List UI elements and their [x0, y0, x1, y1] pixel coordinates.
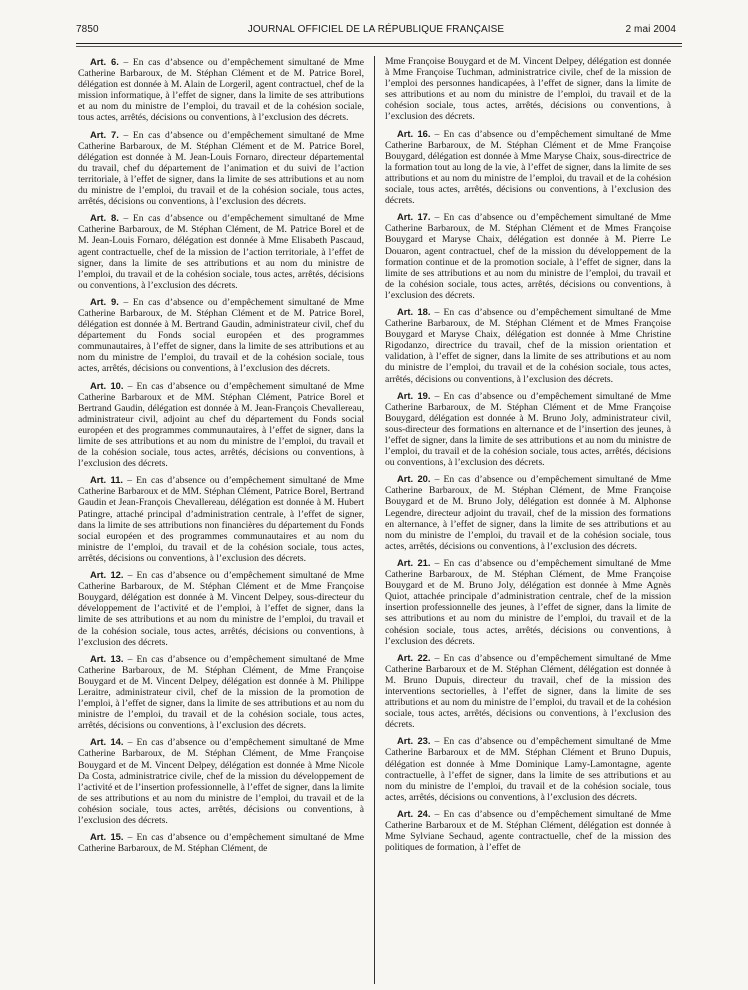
article-label: Art. 15.	[90, 831, 124, 843]
article-text: – En cas d’absence ou d’empêchement simultané de Mme Catherine Barbaroux, de M. Stéphan Clément et de Mmes Françoise Bouygard et Maryse Chaix, délégation est donnée à Mme Christine Rigodanzo, directrice du travail, chef de la mission orientation et validation, à l’effet de signer, dans la limite de ses attributions et au nom du ministre de l’emploi, du travail et de la cohésion sociale, tous actes, arrêtés, décisions ou conventions, à l’exclusion des décrets.	[385, 306, 671, 385]
article-text: – En cas d’absence ou d’empêchement simultané de Mme Catherine Barbaroux, de M. Stéphan Clément, de	[78, 832, 364, 855]
article-label: Art. 8.	[90, 212, 119, 224]
article-paragraph	[385, 211, 671, 301]
article-label: Art. 22.	[397, 651, 431, 663]
column-divider	[374, 56, 375, 984]
article-text: – En cas d’absence ou d’empêchement simultané de Mme Catherine Barbaroux, de M. Stéphan Clément et de M. Patrice Borel, délégation est donnée à M. Bertrand Gaudin, administrateur civil, chef du département du Fonds social européen et des programmes communautaires, à l’effet de signer, dans la limite de ses attributions et au nom du ministre de l’emploi, du travail et de la cohésion sociale, tous actes, arrêtés, décisions ou conventions, à l’exclusion des décrets.	[78, 296, 364, 375]
article-label: Art. 24.	[397, 807, 431, 819]
article-paragraph	[78, 653, 364, 732]
article-text: – En cas d’absence ou d’empêchement simultané de Mme Catherine Barbaroux, de M. Stéphan Clément, de Mme Françoise Bouygard et de M. Vincent Delpey, délégation est donnée à M. Philippe Leraitre, administrateur civil, chef de la mission de la promotion de l’emploi, à l’effet de signer, dans la limite de ses attributions et au nom du ministre de l’emploi, du travail et de la cohésion sociale, tous actes, arrêtés, décisions ou conventions, à l’exclusion des décrets.	[78, 653, 364, 732]
continuation-paragraph: Mme Françoise Bouygard et de M. Vincent Delpey, délégation est donnée à Mme Françoise Tuchman, administratrice civile, chef de la mission de l’emploi des personnes handicapées, à l’effet de signer, dans la limite de ses attributions et au nom du ministre de l’emploi, du travail et de la cohésion sociale, tous actes, arrêtés, décisions ou conventions, à l’exclusion des décrets.	[385, 56, 671, 123]
article-text: – En cas d’absence ou d’empêchement simultané de Mme Catherine Barbaroux et de MM. Stéphan Clément, Patrice Borel, Bertrand Gaudin et Jean-François Chevallereau, délégation est donnée à M. Hubert Patingre, attaché principal d’administration centrale, à l’effet de signer, dans la limite de ses attributions non financières du département du Fonds social européen et des programmes communautaires et au nom du ministre de l’emploi, du travail et de la cohésion sociale, tous actes, arrêtés, décisions ou conventions, à l’exclusion des décrets.	[78, 475, 364, 564]
article-label: Art. 6.	[90, 56, 119, 67]
article-paragraph	[78, 569, 364, 648]
article-label: Art. 14.	[90, 736, 124, 748]
article-text: – En cas d’absence ou d’empêchement simultané de Mme Catherine Barbaroux et de M. Stéphan Clément, délégation est donnée à M. Bruno Dupuis, directeur du travail, chef de la mission des interventions sectorielles, à l’effet de signer, dans la limite de ses attributions et au nom du ministre de l’emploi, du travail et de la cohésion sociale, tous actes, arrêtés, décisions ou conventions, à l’exclusion des décrets.	[385, 652, 671, 731]
article-text: – En cas d’absence ou d’empêchement simultané de Mme Catherine Barbaroux, de M. Stéphan Clément et de Mmes Françoise Bouygard et Maryse Chaix, délégation est donnée à M. Pierre Le Douaron, agent contractuel, chef de la mission du développement de la formation continue et de la promotion sociale, à l’effet de signer, dans la limite de ses attributions et au nom du ministre de l’emploi, du travail et de la cohésion sociale, tous actes, arrêtés, décisions ou conventions, à l’exclusion des décrets.	[385, 212, 671, 301]
article-text: – En cas d’absence ou d’empêchement simultané de Mme Catherine Barbaroux et de MM. Stéphan Clément, Patrice Borel et Bertrand Gaudin, délégation est donnée à M. Jean-François Chevallereau, administrateur civil, adjoint au chef du département du Fonds social européen et des programmes communautaires, à l’effet de signer, dans la limite de ses attributions et au nom du ministre de l’emploi, du travail et de la cohésion sociale, tous actes, arrêtés, décisions ou conventions, à l’exclusion des décrets.	[78, 380, 364, 470]
article-paragraph	[78, 296, 364, 375]
article-label: Art. 12.	[90, 569, 124, 581]
article-paragraph	[78, 736, 364, 826]
header-rule-secondary	[76, 46, 682, 47]
article-text: – En cas d’absence ou d’empêchement simultané de Mme Catherine Barbaroux, de M. Stéphan Clément et de M. Patrice Borel, délégation est donnée à M. Jean-Louis Fornaro, directeur départemental du travail, chef du département de l’animation et du suivi de l’action territoriale, à l’effet de signer, dans la limite de ses attributions et au nom du ministre de l’emploi, du travail et de la cohésion sociale, tous actes, arrêtés, décisions ou conventions, à l’exclusion des décrets.	[78, 129, 364, 208]
article-paragraph	[78, 831, 364, 854]
article-paragraph	[385, 128, 671, 207]
header-rule	[76, 43, 682, 44]
article-text: – En cas d’absence ou d’empêchement simultané de Mme Catherine Barbaroux et de M. Stéphan Clément, délégation est donnée à Mme Sylviane Sechaud, agente contractuelle, chef de la mission des politiques de formation, à l’effet de	[385, 808, 671, 854]
article-paragraph	[78, 212, 364, 291]
article-text: – En cas d’absence ou d’empêchement simultané de Mme Catherine Barbaroux, de M. Stéphan Clément, de Mme Françoise Bouygard et de M. Vincent Delpey, délégation est donnée à Mme Nicole Da Costa, administratrice civile, chef de la mission du développement de l’activité et de l’insertion professionnelle, à l’effet de signer, dans la limite de ses attributions et au nom du ministre de l’emploi, du travail et de la cohésion sociale, tous actes, arrêtés, décisions ou conventions, à l’exclusion des décrets.	[78, 737, 364, 826]
article-paragraph	[78, 380, 364, 470]
article-paragraph	[385, 557, 671, 647]
article-paragraph	[385, 473, 671, 552]
article-text: – En cas d’absence ou d’empêchement simultané de Mme Catherine Barbaroux, de M. Stéphan Clément et de Mme Françoise Bouygard, délégation est donnée à Mme Maryse Chaix, sous-directrice de la formation tout au long de la vie, à l’effet de signer, dans la limite de ses attributions et au nom du ministre de l’emploi, du travail et de la cohésion sociale, tous actes, arrêtés, décisions ou conventions, à l’exclusion des décrets.	[385, 128, 671, 207]
article-text: – En cas d’absence ou d’empêchement simultané de Mme Catherine Barbaroux, de M. Stéphan Clément, de Mme Françoise Bouygard et de M. Bruno Joly, délégation est donnée à M. Alphonse Legendre, directeur adjoint du travail, chef de la mission des formations en alternance, à l’effet de signer, dans la limite de ses attributions et au nom du ministre de l’emploi, du travail et de la cohésion sociale, tous actes, arrêtés, décisions ou conventions, à l’exclusion des décrets.	[385, 474, 671, 552]
article-text: – En cas d’absence ou d’empêchement simultané de Mme Catherine Barbaroux, de M. Stéphan Clément et de Mme Françoise Bouygard, délégation est donnée à M. Bruno Joly, administrateur civil, sous-directeur des formations en alternance et de l’insertion des jeunes, à l’effet de signer, dans la limite de ses attributions et au nom du ministre de l’emploi, du travail et de la cohésion sociale, tous actes, arrêtés, décisions ou conventions, à l’exclusion des décrets.	[385, 390, 671, 469]
article-paragraph	[78, 474, 364, 564]
article-label: Art. 17.	[397, 211, 431, 223]
article-label: Art. 23.	[397, 735, 431, 747]
article-label: Art. 10.	[90, 379, 124, 391]
right-column	[385, 56, 671, 986]
article-label: Art. 16.	[397, 127, 431, 139]
journal-title: JOURNAL OFFICIEL DE LA RÉPUBLIQUE FRANÇAISE	[247, 24, 505, 35]
article-paragraph	[78, 56, 364, 124]
article-paragraph	[385, 306, 671, 385]
page-header	[76, 24, 676, 44]
article-label: Art. 18.	[397, 305, 431, 317]
article-paragraph	[78, 129, 364, 208]
article-label: Art. 21.	[397, 556, 431, 568]
issue-date: 2 mai 2004	[625, 24, 676, 35]
article-text: – En cas d’absence ou d’empêchement simultané de Mme Catherine Barbaroux, de M. Stéphan Clément, de M. Patrice Borel et de M. Jean-Louis Fornaro, délégation est donnée à Mme Elisabeth Pascaud, agent contractuelle, chef de la mission de l’action territoriale, à l’effet de signer, dans la limite de ses attributions et au nom du ministre de l’emploi, du travail et de la cohésion sociale, tous actes, arrêtés, décisions ou conventions, à l’exclusion des décrets.	[78, 213, 364, 291]
page-number: 7850	[76, 24, 99, 35]
article-label: Art. 20.	[397, 473, 431, 485]
article-text: – En cas d’absence ou d’empêchement simultané de Mme Catherine Barbaroux, de M. Stéphan Clément et de Mme Françoise Bouygard, délégation est donnée à M. Vincent Delpey, sous-directeur du développement de l’activité et de l’emploi, à l’effet de signer, dans la limite de ses attributions et au nom du ministre de l’emploi, du travail et de la cohésion sociale, tous actes, arrêtés, décisions ou conventions, à l’exclusion des décrets.	[78, 570, 364, 648]
article-text: – En cas d’absence ou d’empêchement simultané de Mme Catherine Barbaroux, de M. Stéphan Clément et de M. Patrice Borel, délégation est donnée à M. Alain de Lorgeril, agent contractuel, chef de la mission informatique, à l’effet de signer, dans la limite de ses attributions et au nom du ministre de l’emploi, du travail et de la cohésion sociale, tous actes, arrêtés, décisions ou conventions, à l’exclusion des décrets.	[78, 57, 364, 124]
article-label: Art. 19.	[397, 389, 431, 401]
article-paragraph	[385, 652, 671, 731]
article-paragraph	[385, 390, 671, 469]
article-label: Art. 13.	[90, 652, 124, 664]
left-column	[78, 56, 364, 986]
article-paragraph	[385, 735, 671, 803]
article-text: – En cas d’absence ou d’empêchement simultané de Mme Catherine Barbaroux et de MM. Stéphan Clément et Bruno Dupuis, délégation est donnée à Mme Dominique Lamy-Lamontagne, agente contractuelle, à l’effet de signer, dans la limite de ses attributions et au nom du ministre de l’emploi, du travail et de la cohésion sociale, tous actes, arrêtés, décisions ou conventions, à l’exclusion des décrets.	[385, 736, 671, 803]
article-label: Art. 7.	[90, 128, 119, 140]
article-label: Art. 9.	[90, 295, 119, 307]
article-text: – En cas d’absence ou d’empêchement simultané de Mme Catherine Barbaroux, de M. Stéphan Clément, de Mme Françoise Bouygard et de M. Bruno Joly, délégation est donnée à Mme Agnès Quiot, attachée principale d’administration centrale, chef de la mission insertion professionnelle des jeunes, à l’effet de signer, dans la limite de ses attributions et au nom du ministre de l’emploi, du travail et de la cohésion sociale, tous actes, arrêtés, décisions ou conventions, à l’exclusion des décrets.	[385, 557, 671, 647]
article-label: Art. 11.	[90, 474, 124, 486]
article-paragraph	[385, 808, 671, 853]
